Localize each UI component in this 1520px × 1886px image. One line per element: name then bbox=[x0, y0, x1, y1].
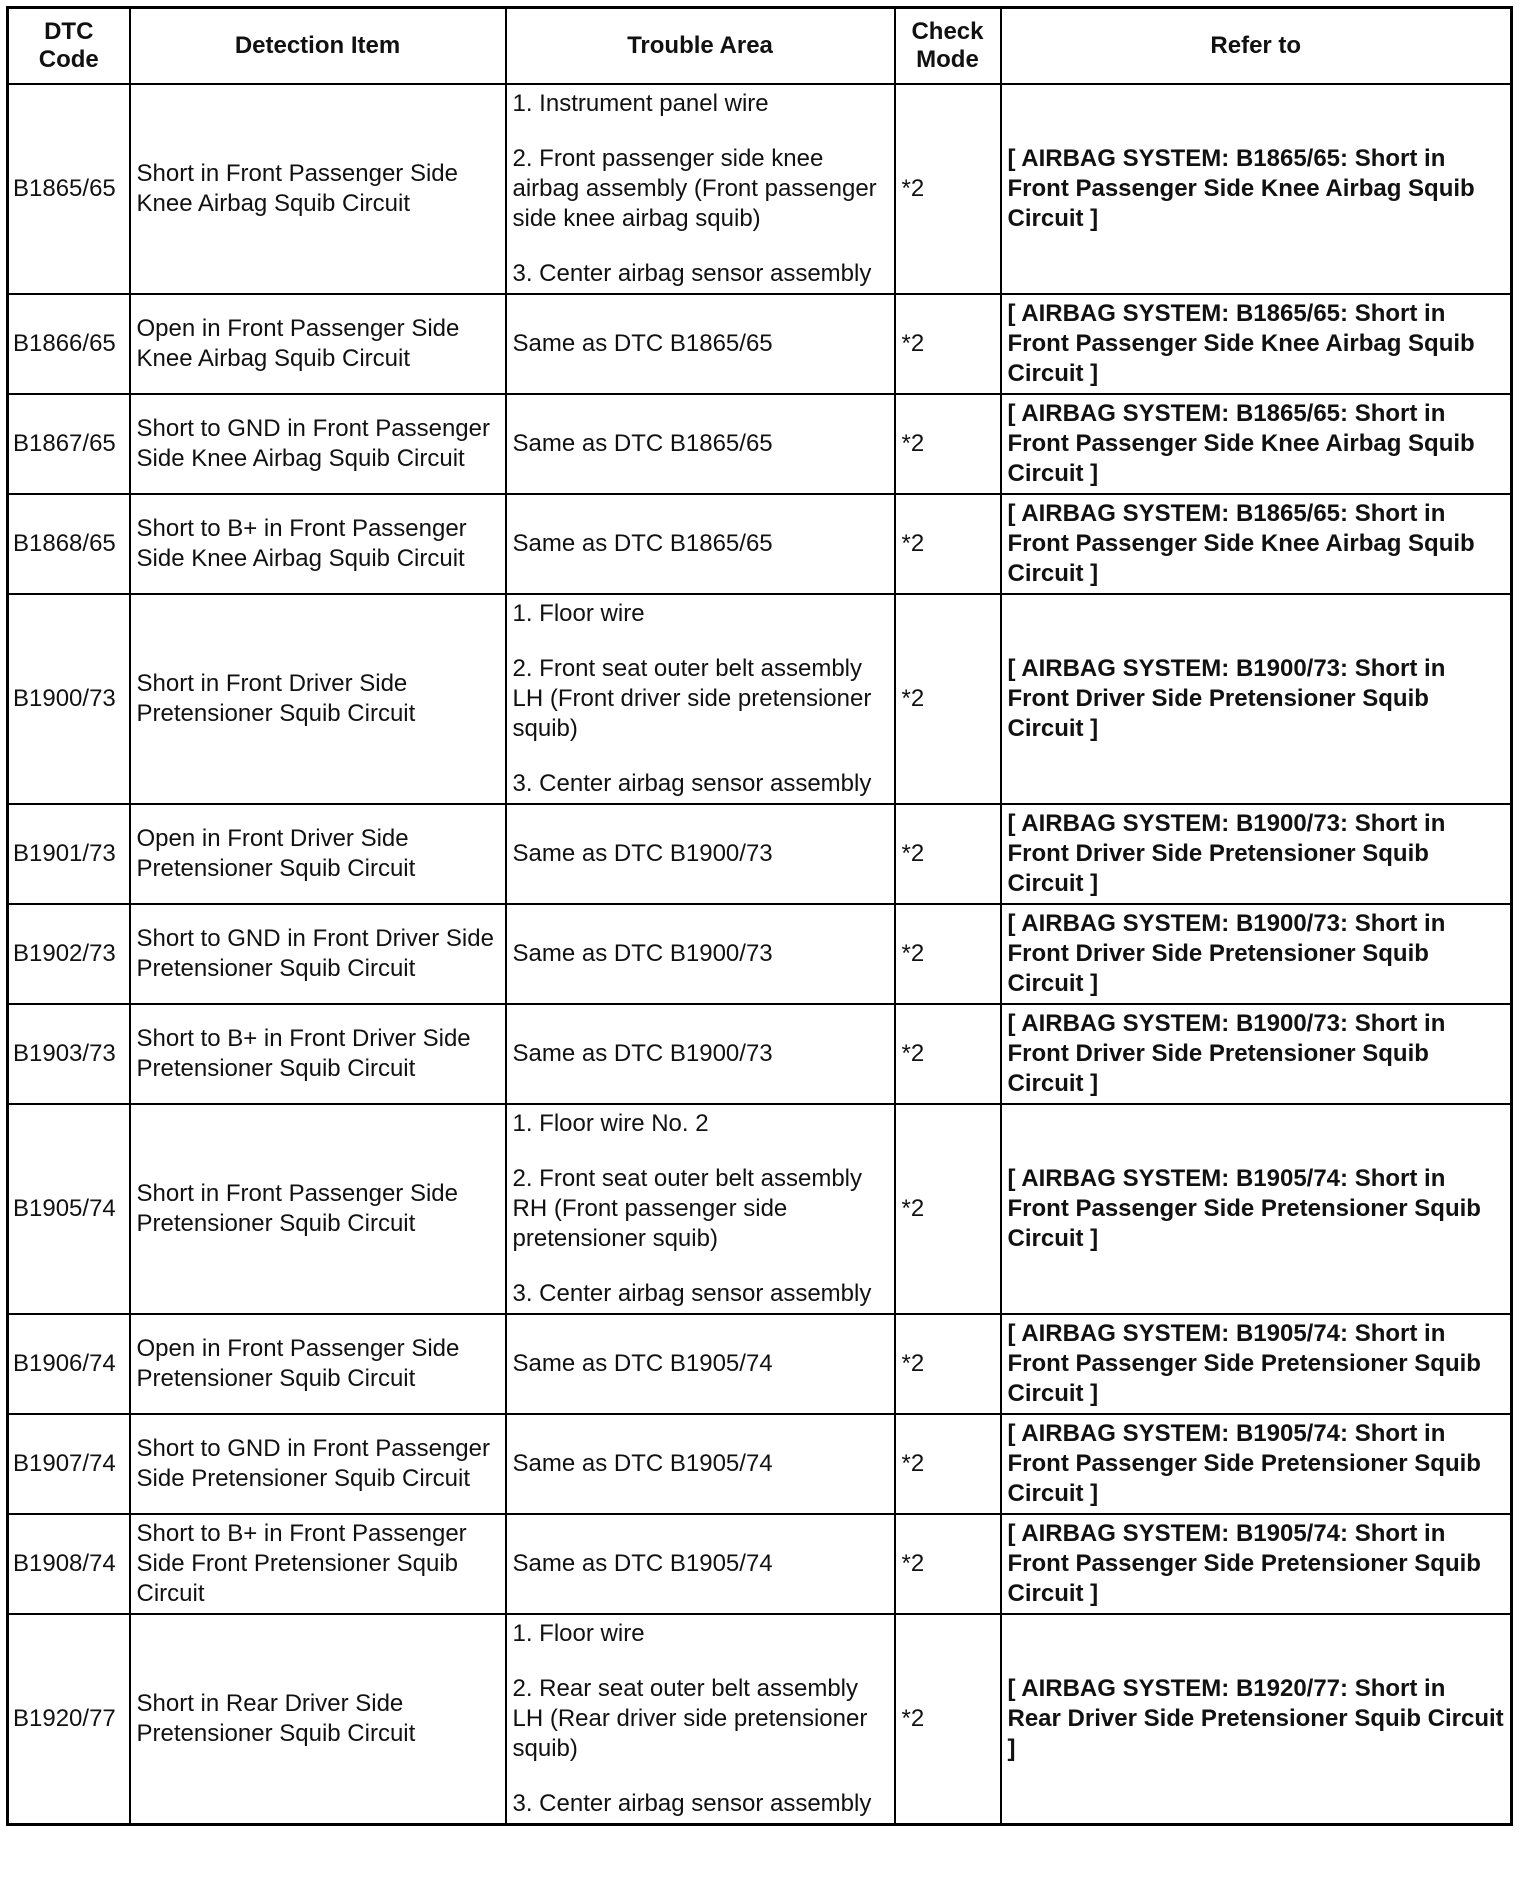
check-mode-cell: *2 bbox=[895, 1414, 1001, 1514]
dtc-code-cell: B1905/74 bbox=[8, 1104, 130, 1314]
table-row bbox=[8, 84, 1512, 294]
detection-item-cell: Short to B+ in Front Passenger Side Front Pretensioner Squib Circuit bbox=[130, 1514, 506, 1614]
refer-to-cell: [ AIRBAG SYSTEM: B1865/65: Short in Front Passenger Side Knee Airbag Squib Circuit ] bbox=[1001, 84, 1512, 294]
check-mode-cell: *2 bbox=[895, 394, 1001, 494]
trouble-area-list bbox=[513, 89, 888, 289]
dtc-code-cell: B1868/65 bbox=[8, 494, 130, 594]
check-mode-cell: *2 bbox=[895, 494, 1001, 594]
table-row bbox=[8, 1514, 1512, 1614]
trouble-area-item: 1. Floor wire bbox=[512, 600, 645, 627]
trouble-area-cell: Same as DTC B1865/65 bbox=[506, 294, 895, 394]
header-dtc-code: DTC Code bbox=[8, 8, 130, 85]
check-mode-cell: *2 bbox=[895, 594, 1001, 804]
refer-to-cell: [ AIRBAG SYSTEM: B1905/74: Short in Front Passenger Side Pretensioner Squib Circuit ] bbox=[1001, 1104, 1512, 1314]
dtc-code-cell: B1867/65 bbox=[8, 394, 130, 494]
trouble-area-item: 3. Center airbag sensor assembly bbox=[512, 1280, 872, 1307]
check-mode-cell: *2 bbox=[895, 804, 1001, 904]
trouble-area-item: 2. Front seat outer belt assembly LH (Front driver side pretensioner squib) bbox=[512, 655, 872, 742]
refer-to-cell: [ AIRBAG SYSTEM: B1865/65: Short in Front Passenger Side Knee Airbag Squib Circuit ] bbox=[1001, 294, 1512, 394]
table-row bbox=[8, 594, 1512, 804]
refer-to-cell: [ AIRBAG SYSTEM: B1920/77: Short in Rear Driver Side Pretensioner Squib Circuit ] bbox=[1001, 1614, 1512, 1825]
trouble-area-cell: Same as DTC B1865/65 bbox=[506, 494, 895, 594]
trouble-area-item: 3. Center airbag sensor assembly bbox=[512, 770, 872, 797]
trouble-area-cell bbox=[506, 1614, 895, 1825]
trouble-area-cell: Same as DTC B1900/73 bbox=[506, 904, 895, 1004]
table-row bbox=[8, 394, 1512, 494]
dtc-code-cell: B1920/77 bbox=[8, 1614, 130, 1825]
refer-to-cell: [ AIRBAG SYSTEM: B1900/73: Short in Front Driver Side Pretensioner Squib Circuit ] bbox=[1001, 594, 1512, 804]
trouble-area-list bbox=[513, 1619, 888, 1819]
table-body bbox=[8, 84, 1512, 1825]
table-row bbox=[8, 1614, 1512, 1825]
dtc-code-cell: B1865/65 bbox=[8, 84, 130, 294]
check-mode-cell: *2 bbox=[895, 1614, 1001, 1825]
trouble-area-item: 1. Instrument panel wire bbox=[512, 90, 769, 117]
dtc-code-cell: B1906/74 bbox=[8, 1314, 130, 1414]
trouble-area-item: 2. Front seat outer belt assembly RH (Front passenger side pretensioner squib) bbox=[512, 1165, 862, 1252]
detection-item-cell: Short in Front Passenger Side Knee Airbag Squib Circuit bbox=[130, 84, 506, 294]
trouble-area-item: 2. Front passenger side knee airbag assembly (Front passenger side knee airbag squib) bbox=[512, 145, 877, 232]
header-refer-to: Refer to bbox=[1001, 8, 1512, 85]
dtc-code-cell: B1901/73 bbox=[8, 804, 130, 904]
refer-to-cell: [ AIRBAG SYSTEM: B1900/73: Short in Front Driver Side Pretensioner Squib Circuit ] bbox=[1001, 904, 1512, 1004]
trouble-area-cell bbox=[506, 1104, 895, 1314]
detection-item-cell: Short to GND in Front Driver Side Pretensioner Squib Circuit bbox=[130, 904, 506, 1004]
check-mode-cell: *2 bbox=[895, 1104, 1001, 1314]
refer-to-cell: [ AIRBAG SYSTEM: B1900/73: Short in Front Driver Side Pretensioner Squib Circuit ] bbox=[1001, 1004, 1512, 1104]
check-mode-cell: *2 bbox=[895, 84, 1001, 294]
detection-item-cell: Short to GND in Front Passenger Side Pretensioner Squib Circuit bbox=[130, 1414, 506, 1514]
table-row bbox=[8, 494, 1512, 594]
check-mode-cell: *2 bbox=[895, 294, 1001, 394]
detection-item-cell: Short to B+ in Front Driver Side Pretensioner Squib Circuit bbox=[130, 1004, 506, 1104]
header-row bbox=[8, 8, 1512, 85]
detection-item-cell: Short in Rear Driver Side Pretensioner Squib Circuit bbox=[130, 1614, 506, 1825]
detection-item-cell: Open in Front Passenger Side Pretensioner Squib Circuit bbox=[130, 1314, 506, 1414]
trouble-area-cell: Same as DTC B1905/74 bbox=[506, 1414, 895, 1514]
trouble-area-cell: Same as DTC B1905/74 bbox=[506, 1514, 895, 1614]
table-row bbox=[8, 1414, 1512, 1514]
trouble-area-item: 3. Center airbag sensor assembly bbox=[512, 1790, 872, 1817]
check-mode-cell: *2 bbox=[895, 1004, 1001, 1104]
dtc-code-cell: B1908/74 bbox=[8, 1514, 130, 1614]
detection-item-cell: Short in Front Passenger Side Pretensioner Squib Circuit bbox=[130, 1104, 506, 1314]
refer-to-cell: [ AIRBAG SYSTEM: B1865/65: Short in Front Passenger Side Knee Airbag Squib Circuit ] bbox=[1001, 394, 1512, 494]
refer-to-cell: [ AIRBAG SYSTEM: B1905/74: Short in Front Passenger Side Pretensioner Squib Circuit ] bbox=[1001, 1414, 1512, 1514]
table-row bbox=[8, 294, 1512, 394]
trouble-area-cell: Same as DTC B1865/65 bbox=[506, 394, 895, 494]
trouble-area-cell bbox=[506, 594, 895, 804]
table-row bbox=[8, 1104, 1512, 1314]
detection-item-cell: Open in Front Passenger Side Knee Airbag Squib Circuit bbox=[130, 294, 506, 394]
detection-item-cell: Short to B+ in Front Passenger Side Knee Airbag Squib Circuit bbox=[130, 494, 506, 594]
dtc-code-cell: B1907/74 bbox=[8, 1414, 130, 1514]
detection-item-cell: Open in Front Driver Side Pretensioner Squib Circuit bbox=[130, 804, 506, 904]
refer-to-cell: [ AIRBAG SYSTEM: B1905/74: Short in Front Passenger Side Pretensioner Squib Circuit ] bbox=[1001, 1514, 1512, 1614]
dtc-code-cell: B1866/65 bbox=[8, 294, 130, 394]
trouble-area-list bbox=[513, 599, 888, 799]
trouble-area-list bbox=[513, 1109, 888, 1309]
dtc-code-cell: B1900/73 bbox=[8, 594, 130, 804]
header-check-mode: Check Mode bbox=[895, 8, 1001, 85]
trouble-area-cell: Same as DTC B1905/74 bbox=[506, 1314, 895, 1414]
detection-item-cell: Short in Front Driver Side Pretensioner Squib Circuit bbox=[130, 594, 506, 804]
table-row bbox=[8, 1314, 1512, 1414]
check-mode-cell: *2 bbox=[895, 1314, 1001, 1414]
table-row bbox=[8, 1004, 1512, 1104]
refer-to-cell: [ AIRBAG SYSTEM: B1900/73: Short in Front Driver Side Pretensioner Squib Circuit ] bbox=[1001, 804, 1512, 904]
trouble-area-cell: Same as DTC B1900/73 bbox=[506, 1004, 895, 1104]
header-trouble-area: Trouble Area bbox=[506, 8, 895, 85]
check-mode-cell: *2 bbox=[895, 904, 1001, 1004]
table-row bbox=[8, 804, 1512, 904]
dtc-code-cell: B1902/73 bbox=[8, 904, 130, 1004]
trouble-area-cell bbox=[506, 84, 895, 294]
table-row bbox=[8, 904, 1512, 1004]
trouble-area-item: 2. Rear seat outer belt assembly LH (Rear driver side pretensioner squib) bbox=[512, 1675, 868, 1762]
trouble-area-cell: Same as DTC B1900/73 bbox=[506, 804, 895, 904]
refer-to-cell: [ AIRBAG SYSTEM: B1905/74: Short in Front Passenger Side Pretensioner Squib Circuit ] bbox=[1001, 1314, 1512, 1414]
trouble-area-item: 1. Floor wire No. 2 bbox=[512, 1110, 709, 1137]
header-detection-item: Detection Item bbox=[130, 8, 506, 85]
trouble-area-item: 3. Center airbag sensor assembly bbox=[512, 260, 872, 287]
dtc-code-cell: B1903/73 bbox=[8, 1004, 130, 1104]
dtc-table bbox=[6, 6, 1513, 1826]
trouble-area-item: 1. Floor wire bbox=[512, 1620, 645, 1647]
check-mode-cell: *2 bbox=[895, 1514, 1001, 1614]
refer-to-cell: [ AIRBAG SYSTEM: B1865/65: Short in Front Passenger Side Knee Airbag Squib Circuit ] bbox=[1001, 494, 1512, 594]
detection-item-cell: Short to GND in Front Passenger Side Knee Airbag Squib Circuit bbox=[130, 394, 506, 494]
